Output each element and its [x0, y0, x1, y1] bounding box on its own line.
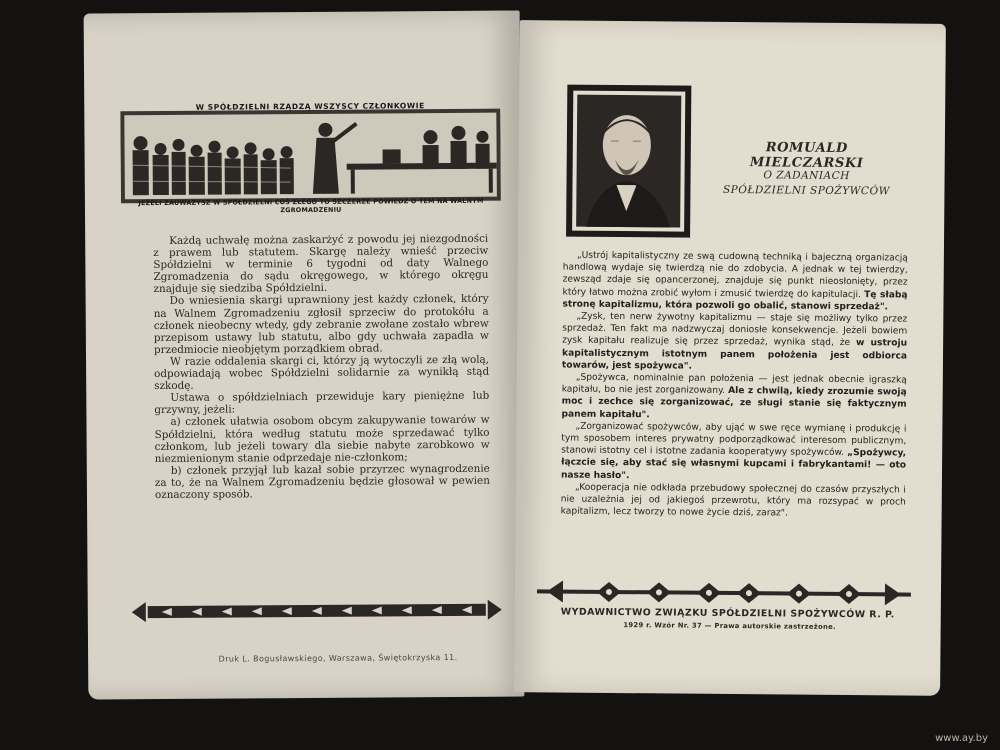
watermark: www.ay.by [935, 733, 988, 744]
paragraph: a) członek ułatwia osobom obcym zakupywanie towarów w Spółdzielni, która według statutu może sprzedawać tylko członkom, lub jeżeli towary dla siebie nabyte zarobkowo w niezmienionym stanie odprzedaje nie-członkom; [154, 414, 490, 465]
publisher-subline: 1929 r. Wzór Nr. 37 — Prawa autorskie zastrzeżone. [623, 621, 836, 631]
paragraph: Ustawa o spółdzielniach przewiduje kary pieniężne lub grzywny, jeżeli: [154, 389, 490, 417]
left-page [84, 10, 525, 699]
quote-paragraph [561, 420, 907, 484]
quote-text: „Zysk, ten nerw żywotny kapitalizmu — staje się możliwy tylko przez sprzedaż. Ten fakt ma nadzwyczaj doniosłe konsekwencje. Jeżeli bowiem zysk kapitału realizuje się przez sprzedaż, wynika stąd, że [562, 311, 908, 349]
paragraph: b) członek przyjął lub kazał sobie przyrzec wynagrodzenie za to, że na Walnem Zgromadzeniu będzie głosował w pewien oznaczony sposób. [154, 462, 490, 502]
right-page [514, 20, 946, 696]
paragraph: Do wniesienia skargi uprawniony jest każdy członek, który na Walnem Zgromadzeniu zgłosił sprzeciw do protokółu a członek nieobecny wtedy, gdy zebranie zwołane zostało wbrew przepisom ustawy lub statutu, albo gdy uchwała zapadła w przedmiocie nieobjętym porządkiem obrad. [153, 293, 489, 356]
quote-emphasis: Tę słabą stronę kapitalizmu, która pozwoli go obalić, stanowi sprzedaż". [562, 289, 908, 313]
author-portrait [566, 85, 691, 238]
subtitle-line: O ZADANIACH [763, 169, 850, 183]
quote-emphasis: Ale z chwilą, kiedy zrozumie swoją moc i zechce się zorganizować, ze sługi stanie się faktycznym panem kapitału". [561, 386, 907, 420]
quote-paragraph: „Kooperacja nie odkłada przebudowy społecznej do czasów przyszłych i nie uzależnia jej od jakiegoś przewrotu, który ma rozsypać w proch kapitalizm, lecz tworzy to nowe życie dziś, zaraz". [560, 482, 906, 519]
quote-text: „Spożywca, nominalnie pan położenia — jest jednak obecnie igraszką kapitału, bo nie jest zorganizowany. [561, 372, 907, 397]
paragraph: W razie oddalenia skargi ci, którzy ją wytoczyli ze złą wolą, odpowiadają wobec Spółdzielni solidarnie za wynikłą stąd szkodę. [154, 353, 490, 393]
publisher-line: WYDAWNICTWO ZWIĄZKU SPÓŁDZIELNI SPOŻYWCÓW R. P. [560, 606, 895, 621]
portrait-engraving [566, 85, 691, 238]
quote-text: „Zorganizować spożywców, aby ująć w swe ręce wymianę i produkcję i tym sposobem interes prywatny podporządkować interesom publicznym, stanowi istotny cel i istotne zadania kooperatywy spożywców. [561, 421, 907, 459]
quote-emphasis: w ustroju kapitalistycznym istotnym panem położenia jest odbiorca towarów, jest spożywca". [561, 338, 908, 372]
subtitle-line: SPÓŁDZIELNI SPOŻYWCÓW [722, 183, 890, 198]
decorative-border-ornament [132, 597, 502, 626]
article-subtitle [706, 168, 906, 200]
quote-text: „Ustrój kapitalistyczny ze swą cudowną techniką i bajeczną organizacją handlową wydaje się twierdzą nie do zdobycia. A jednak w tej twierdzy, zewsząd zdaje się opancerzonej, znajduje się punkt nieosłonięty, przez który łatwo można zrobić wyłom i zmusić twierdzę do kapitulacji. [562, 250, 908, 300]
illustration-caption-top: W SPÓŁDZIELNI RZĄDZĄ WSZYSCY CZŁONKOWIE [195, 101, 425, 112]
printer-imprint: Druk L. Bogusławskiego, Warszawa, Świętokrzyska 11. [218, 652, 458, 664]
assembly-illustration [120, 93, 501, 220]
quote-paragraph [561, 372, 906, 424]
illustration-caption-bottom: JEŻELI ZAUWAŻYSZ W SPÓŁDZIELNI COŚ ZŁEGO TO SZCZERZE POWIEDZ O TEM NA WALNYM ZGROMADZENIU [138, 196, 484, 215]
paragraph: Każdą uchwałę można zaskarżyć z powodu jej niezgodności z prawem lub statutem. Skargę należy wnieść przeciw Spółdzielni w terminie 6 tygodni od daty Walnego Zgromadzenia do sądu okręgowego, w którego okręgu znajduje się siedziba Spółdzielni. [153, 232, 489, 296]
right-page-text [561, 250, 908, 521]
decorative-border-ornament [537, 578, 911, 607]
author-name: ROMUALD MIELCZARSKI [749, 140, 864, 172]
quote-paragraph [562, 250, 908, 314]
quote-emphasis: „Spożywcy, łączcie się, aby stać się własnymi kupcami i fabrykantami! — oto nasze hasło". [560, 448, 907, 481]
left-page-text [153, 233, 490, 501]
quote-paragraph [562, 311, 908, 375]
